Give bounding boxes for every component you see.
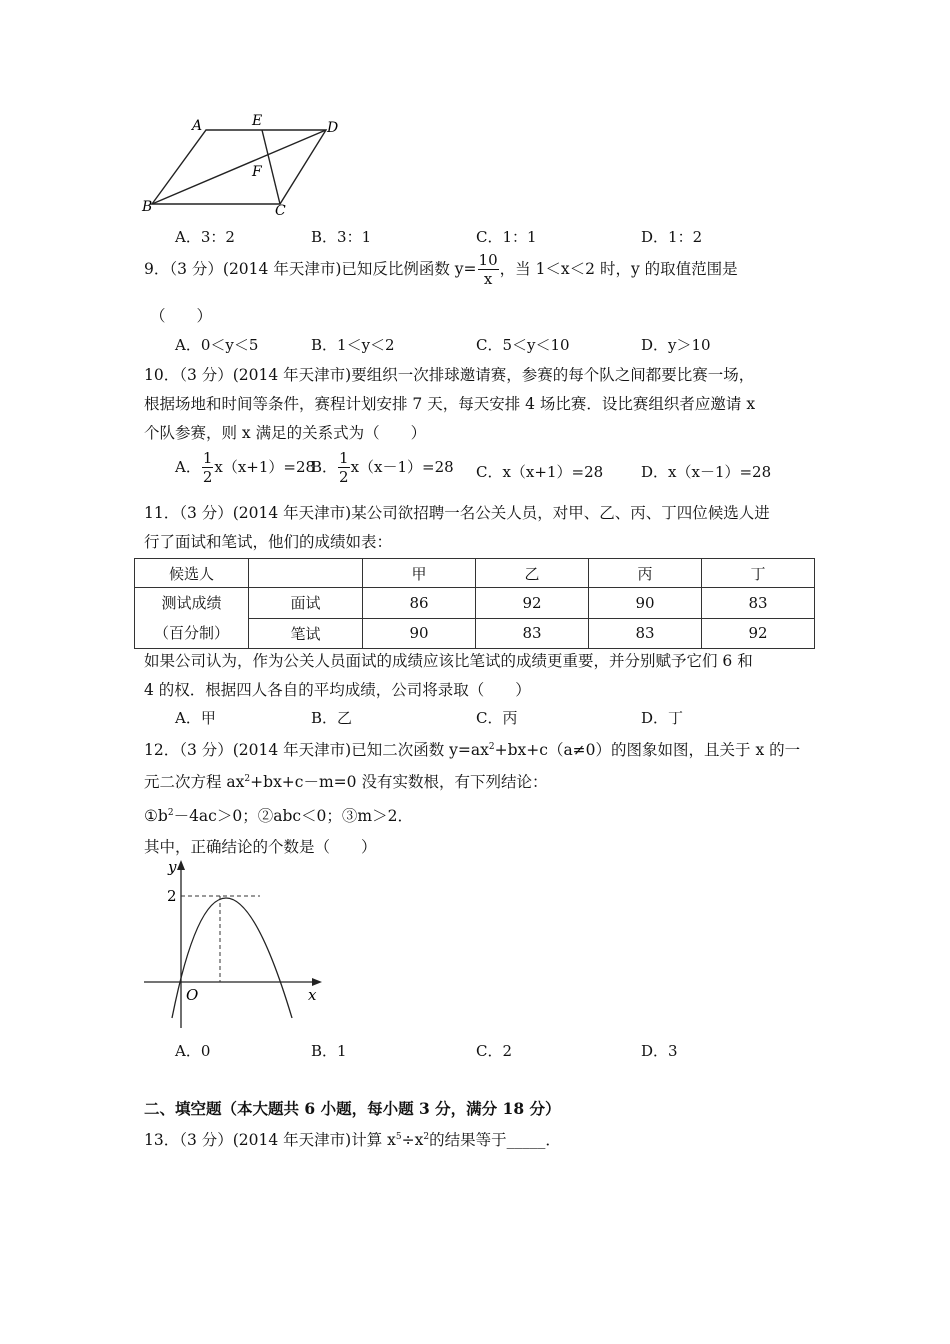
header-cell: 候选人 (135, 559, 249, 588)
q10-b-num: 1 (339, 449, 349, 467)
q12-option-c: C．2 (476, 1042, 513, 1060)
graph-y-label: y (168, 858, 177, 876)
q9-paren: （ ） (150, 307, 213, 325)
segment-ec (262, 130, 280, 204)
q12-option-a: A．0 (175, 1042, 211, 1060)
table-cell: 86 (363, 588, 476, 619)
header-cell: 丁 (702, 559, 815, 588)
q9-option-b: B．1＜y＜2 (311, 336, 395, 354)
q9-suffix: ，当 1＜x＜2 时，y 的取值范围是 (499, 260, 738, 278)
table-cell: 83 (476, 618, 589, 649)
table-cell: 92 (702, 618, 815, 649)
scores-table (134, 558, 815, 649)
table-cell: 90 (589, 588, 702, 619)
q12-line-2a: 元二次方程 ax (144, 773, 245, 791)
q10-a-prefix: A． (175, 458, 201, 476)
header-cell: 甲 (363, 559, 476, 588)
q12-line-1 (144, 738, 800, 760)
q9-frac-den: x (483, 270, 493, 288)
q10-option-c: C．x（x+1）=28 (476, 463, 604, 481)
q10-option-b (311, 451, 454, 485)
parallelogram-figure (130, 108, 360, 220)
q9-stem (144, 253, 738, 287)
graph-x-label: x (308, 986, 317, 1004)
q13-text-b: ÷x (401, 1131, 424, 1149)
q10-b-fraction (338, 451, 350, 485)
q13-text-c: 的结果等于_____． (429, 1131, 561, 1149)
parabola-graph (140, 856, 330, 1034)
q8-option-a: A．3：2 (175, 228, 235, 246)
q10-b-prefix: B． (311, 458, 338, 476)
q12-line-3a: ①b (144, 807, 168, 825)
q9-fraction (478, 253, 499, 287)
q10-a-num: 1 (202, 449, 213, 467)
label-b: B (142, 199, 153, 215)
table-cell: 90 (363, 618, 476, 649)
table-cell: 83 (702, 588, 815, 619)
q8-option-c: C．1：1 (476, 228, 537, 246)
q11-option-c: C．丙 (476, 709, 518, 727)
q12-line-1b: +bx+c（a≠0）的图象如图，且关于 x 的一 (494, 741, 801, 759)
label-a: A (192, 118, 203, 134)
y-axis-arrow (177, 860, 185, 870)
group-label-1: 测试成绩 (161, 594, 222, 612)
header-cell: 丙 (589, 559, 702, 588)
group-label-2: （百分制） (153, 624, 229, 642)
q11-option-b: B．乙 (311, 709, 353, 727)
q10-option-a (175, 451, 315, 485)
q13-text-a: 13．（3 分）(2014 年天津市)计算 x (144, 1131, 396, 1149)
label-e: E (252, 113, 263, 129)
q12-line-2b: +bx+c－m=0 没有实数根，有下列结论： (250, 773, 548, 791)
q8-option-d: D．1：2 (641, 228, 703, 246)
q11-line-1: 11．（3 分）(2014 年天津市)某公司欲招聘一名公关人员，对甲、乙、丙、丁四位候选人进 (144, 504, 770, 522)
graph-y-value: 2 (167, 887, 177, 905)
q12-option-b: B．1 (311, 1042, 347, 1060)
table-row (135, 588, 815, 619)
q12-line-2 (144, 770, 547, 792)
q10-a-den: 2 (202, 468, 213, 486)
q12-line-1a: 12．（3 分）(2014 年天津市)已知二次函数 y=ax (144, 741, 489, 759)
section-2-heading: 二、填空题（本大题共 6 小题，每小题 3 分，满分 18 分） (144, 1099, 561, 1118)
q10-line-2: 根据场地和时间等条件，赛程计划安排 7 天，每天安排 4 场比赛．设比赛组织者应邀请 x (144, 395, 756, 413)
label-c: C (275, 203, 286, 219)
label-d: D (327, 120, 339, 136)
q9-option-a: A．0＜y＜5 (175, 336, 259, 354)
q11-line-2: 行了面试和笔试，他们的成绩如表： (144, 533, 393, 551)
q12-sup-1: 2 (488, 742, 495, 752)
q12-sup-3: 2 (167, 808, 174, 818)
q10-a-fraction (202, 451, 214, 485)
graph-origin: O (186, 986, 199, 1004)
label-f: F (252, 164, 262, 180)
q13-sup-2: 2 (423, 1132, 430, 1142)
q12-line-3 (144, 804, 413, 826)
q10-option-d: D．x（x－1）=28 (641, 463, 772, 481)
q11-option-a: A．甲 (175, 709, 216, 727)
q11-line-3: 如果公司认为，作为公关人员面试的成绩应该比笔试的成绩更重要，并分别赋予它们 6 和 (144, 652, 753, 670)
q9-option-d: D．y＞10 (641, 336, 711, 354)
table-cell: 92 (476, 588, 589, 619)
q11-option-d: D．丁 (641, 709, 684, 727)
x-axis-arrow (312, 978, 322, 986)
q13-stem (144, 1128, 561, 1150)
table-cell: 83 (589, 618, 702, 649)
q12-line-3b: －4ac＞0；②abc＜0；③m＞2． (173, 807, 413, 825)
row-label-cell: 面试 (249, 588, 363, 619)
q10-line-1: 10．（3 分）(2014 年天津市)要组织一次排球邀请赛，参赛的每个队之间都要比赛一场， (144, 366, 755, 384)
header-cell (249, 559, 363, 588)
group-label-cell (135, 588, 249, 649)
q9-option-c: C．5＜y＜10 (476, 336, 570, 354)
q11-line-4: 4 的权．根据四人各自的平均成绩，公司将录取（ ） (144, 681, 531, 699)
q12-line-4: 其中，正确结论的个数是（ ） (144, 838, 377, 856)
header-cell: 乙 (476, 559, 589, 588)
q12-option-d: D．3 (641, 1042, 678, 1060)
q10-b-suffix: x（x－1）=28 (350, 458, 454, 476)
q10-b-den: 2 (339, 468, 349, 486)
q10-a-suffix: x（x+1）=28 (214, 458, 316, 476)
row-label-cell: 笔试 (249, 618, 363, 649)
q9-prefix: 9．（3 分）(2014 年天津市)已知反比例函数 y= (144, 260, 477, 278)
segment-bd (152, 130, 326, 204)
q9-frac-num: 10 (478, 251, 498, 269)
q12-sup-2: 2 (244, 774, 251, 784)
table-header-row (135, 559, 815, 588)
q10-line-3: 个队参赛，则 x 满足的关系式为（ ） (144, 424, 427, 442)
q13-sup-5: 5 (395, 1132, 402, 1142)
q8-option-b: B．3：1 (311, 228, 372, 246)
